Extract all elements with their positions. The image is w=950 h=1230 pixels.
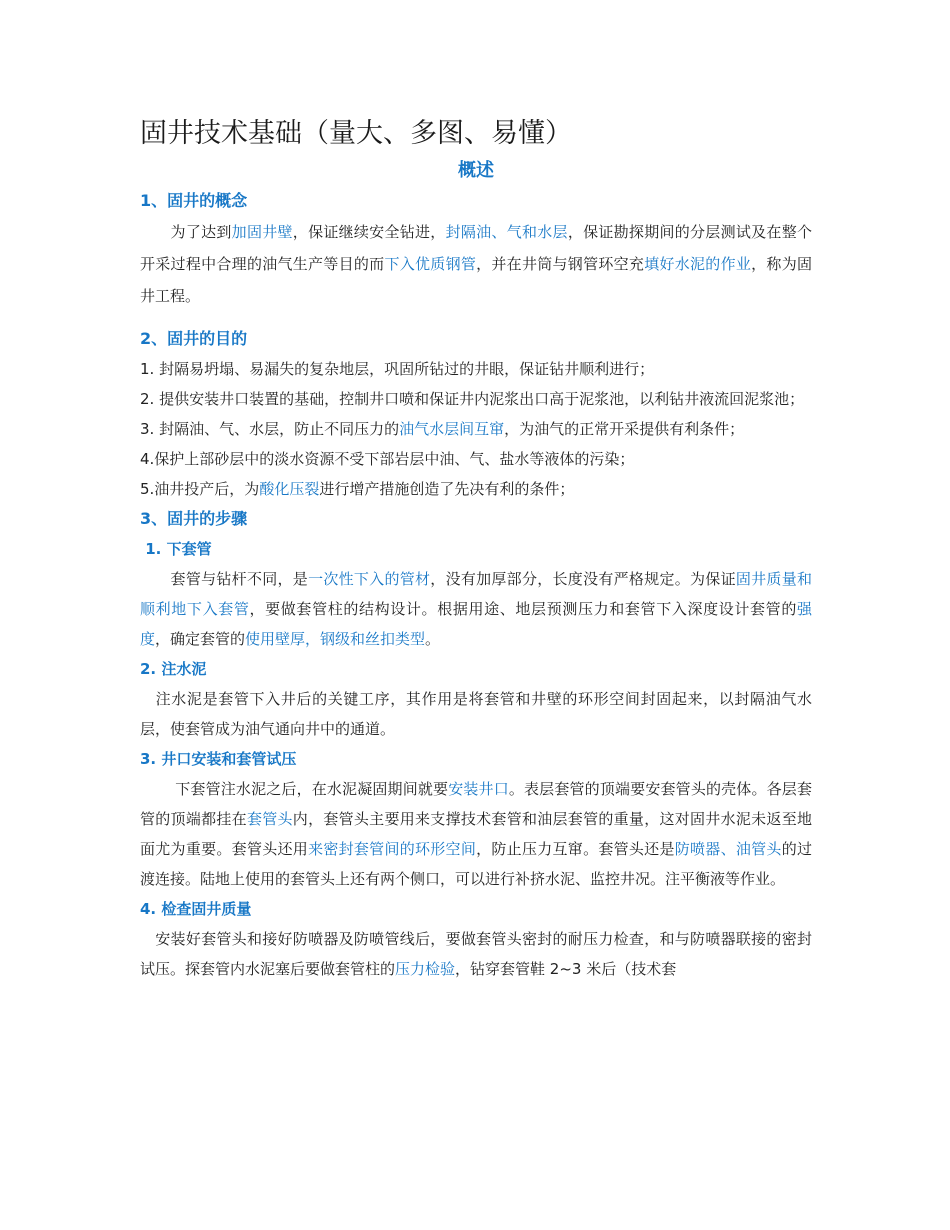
text-run: 。 bbox=[425, 630, 441, 648]
document-subtitle: 概述 bbox=[458, 160, 494, 181]
highlighted-term: 套管头 bbox=[246, 810, 293, 828]
list-item bbox=[140, 414, 812, 444]
text-run: 内，套管头主要用来支撑技术套管和油层套管的重量，这对固井水泥未返至地面尤为重要。套管头还用 bbox=[140, 810, 812, 858]
subsection-heading-quality: 4. 检查固井质量 bbox=[140, 900, 252, 918]
text-run: ，没有加厚部分，长度没有严格规定。为保证 bbox=[430, 570, 736, 588]
section-heading-concept: 1、固井的概念 bbox=[140, 191, 248, 210]
subsection-paragraph-quality bbox=[140, 924, 812, 984]
text-run: ，确定套管的 bbox=[155, 630, 246, 648]
highlighted-term: 下入优质钢管 bbox=[384, 255, 477, 273]
text-run: 4.保护上部砂层中的淡水资源不受下部岩层中油、气、盐水等液体的污染； bbox=[140, 450, 635, 468]
highlighted-term: 一次性下入的管材 bbox=[308, 570, 431, 588]
text-run: 的过渡连接。陆地上使用的套管头上还有两个侧口，可以进行补挤水泥、监控井况。注平衡液等作业。 bbox=[140, 840, 812, 888]
section-heading-steps: 3、固井的步骤 bbox=[140, 509, 248, 528]
text-run: 套管与钻杆不同，是 bbox=[140, 570, 309, 588]
highlighted-term: 安装井口 bbox=[448, 780, 509, 798]
highlighted-term: 压力检验 bbox=[395, 960, 456, 978]
text-run: ，保证勘探期间的分层测试及在整个开采过程中合理的油气生产等目的而 bbox=[140, 223, 812, 273]
highlighted-term: 固井质量和顺利地下入套管 bbox=[140, 570, 812, 618]
subsection-paragraph-cementing bbox=[140, 684, 812, 744]
text-run: 下套管注水泥之后，在水泥凝固期间就要 bbox=[140, 780, 449, 798]
text-run: 3. 封隔油、气、水层，防止不同压力的 bbox=[140, 420, 400, 438]
list-item bbox=[140, 444, 812, 474]
subsection-paragraph-casing bbox=[140, 564, 812, 654]
list-item bbox=[140, 474, 812, 504]
highlighted-term: 填好水泥的作业 bbox=[644, 255, 752, 273]
subsection-heading-casing: 1. 下套管 bbox=[140, 540, 212, 558]
text-run: ，钻穿套管鞋 2~3 米后（技术套 bbox=[455, 960, 677, 978]
highlighted-term: 封隔油、气和水层 bbox=[445, 223, 568, 241]
text-run: 。表层套管的顶端要安套管头的壳体。各层套管的顶端都挂在 bbox=[140, 780, 812, 828]
text-run: 2. 提供安装井口装置的基础，控制井口喷和保证井内泥浆出口高于泥浆池，以利钻井液流回泥浆池； bbox=[140, 390, 805, 408]
text-run: ，防止压力互窜。套管头还是 bbox=[476, 840, 675, 858]
text-run: ，为油气的正常开采提供有利条件； bbox=[504, 420, 745, 438]
document-page bbox=[140, 112, 812, 984]
subsection-heading-wellhead: 3. 井口安装和套管试压 bbox=[140, 750, 297, 768]
highlighted-term: 加固井壁 bbox=[231, 223, 293, 241]
section-heading-purpose: 2、固井的目的 bbox=[140, 329, 248, 348]
document-title: 固井技术基础（量大、多图、易懂） bbox=[140, 118, 572, 149]
subsection-heading-cementing: 2. 注水泥 bbox=[140, 660, 207, 678]
text-run: 1. 封隔易坍塌、易漏失的复杂地层，巩固所钻过的井眼，保证钻井顺利进行； bbox=[140, 360, 655, 378]
highlighted-term: 使用壁厚，钢级和丝扣类型 bbox=[245, 630, 426, 648]
section-paragraph-concept bbox=[140, 216, 812, 312]
list-item bbox=[140, 384, 812, 414]
highlighted-term: 酸化压裂 bbox=[259, 480, 320, 498]
subsection-paragraph-wellhead bbox=[140, 774, 812, 894]
text-run: ，称为固井工程。 bbox=[140, 255, 812, 305]
text-run: 注水泥是套管下入井后的关键工序，其作用是将套管和井壁的环形空间封固起来，以封隔油气水层，使套管成为油气通向井中的通道。 bbox=[140, 690, 812, 738]
highlighted-term: 防喷器、油管头 bbox=[674, 840, 782, 858]
highlighted-term: 强度 bbox=[140, 600, 812, 648]
text-run: 为了达到 bbox=[140, 223, 232, 241]
text-run: ，要做套管柱的结构设计。根据用途、地层预测压力和套管下入深度设计套管的 bbox=[249, 600, 797, 618]
highlighted-term: 油气水层间互窜 bbox=[399, 420, 505, 438]
text-run: 进行增产措施创造了先决有利的条件； bbox=[319, 480, 575, 498]
text-run: ，保证继续安全钻进， bbox=[292, 223, 446, 241]
highlighted-term: 来密封套管间的环形空间 bbox=[308, 840, 477, 858]
list-item bbox=[140, 354, 812, 384]
text-run: 5.油井投产后，为 bbox=[140, 480, 260, 498]
text-run: 安装好套管头和接好防喷器及防喷管线后，要做套管头密封的耐压力检查，和与防喷器联接的密封试压。探套管内水泥塞后要做套管柱的 bbox=[140, 930, 812, 978]
text-run: ，并在井筒与钢管环空充 bbox=[476, 255, 645, 273]
